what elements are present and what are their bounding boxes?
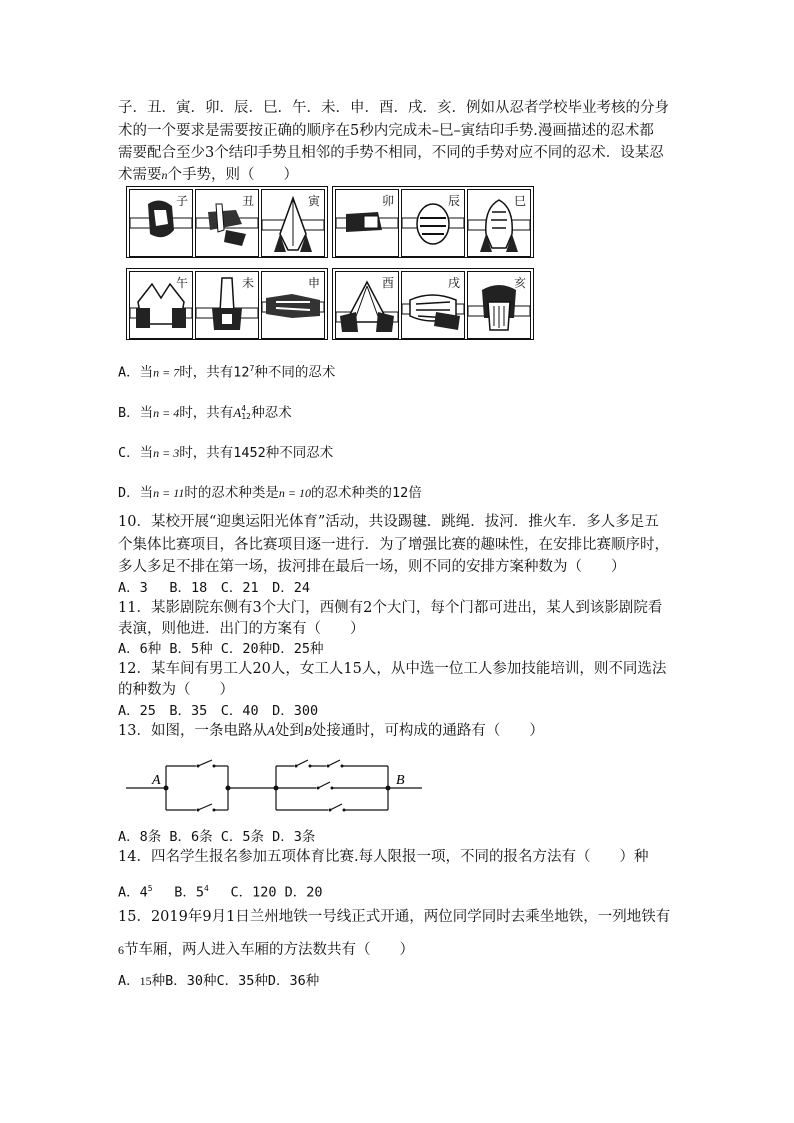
gesture-label: 丑 — [241, 194, 254, 208]
gesture-panel-row2-right — [332, 268, 534, 340]
gesture-label: 辰 — [447, 194, 460, 208]
point-a-label: A — [152, 773, 161, 788]
gesture-cell — [467, 271, 531, 339]
gesture-cell — [195, 271, 259, 339]
q12-line-1: 12．某车间有男工人20人，女工人15人，从中选一位工人参加技能培训，则不同选法 — [118, 661, 667, 677]
q14-line: 14．四名学生报名参加五项体育比赛.每人限报一项，不同的报名方法有（ ）种 — [118, 849, 649, 865]
gesture-label: 寅 — [307, 194, 320, 208]
q10-line-2: 个集体比赛项目，各比赛项目逐一进行．为了增强比赛的趣味性，在安排比赛顺序时， — [118, 537, 669, 553]
gesture-cell — [467, 189, 531, 257]
q9-line-4: 术需要n个手势，则（ ） — [118, 167, 298, 183]
gesture-label: 戌 — [447, 276, 460, 290]
var-n: n — [161, 168, 168, 182]
q12-line-2: 的种数为（ ） — [118, 682, 234, 698]
gesture-cell — [261, 189, 325, 257]
gesture-panel-row1-left — [126, 186, 328, 258]
q12-options[interactable]: A．25 B．35 C．40 D．300 — [118, 703, 319, 719]
gesture-label: 酉 — [381, 276, 394, 290]
q11-line-2: 表演，则他进．出门的方案有（ ） — [118, 621, 365, 637]
gesture-label: 午 — [175, 276, 188, 290]
gesture-cell — [129, 189, 193, 257]
q15-line-2: 6节车厢，两人进入车厢的方法数共有（ ） — [118, 942, 414, 958]
q10-line-1: 10．某校开展“迎奥运阳光体育”活动，共设踢毽．跳绳．拔河．推火车．多人多足五 — [118, 514, 659, 530]
gesture-cell — [401, 189, 465, 257]
q9-line-3: 需要配合至少3个结印手势且相邻的手势不相同，不同的手势对应不同的忍术．设某忍 — [118, 145, 664, 161]
gesture-panel-row1-right — [332, 186, 534, 258]
gesture-label: 未 — [241, 276, 254, 290]
q13-options[interactable]: A．8条 B．6条 C．5条 D．3条 — [118, 829, 316, 845]
gesture-cell — [335, 189, 399, 257]
q15-line-1: 15．2019年9月1日兰州地铁一号线正式开通，两位同学同时去乘坐地铁，一列地铁有 — [118, 909, 671, 925]
q9-option-c[interactable]: C．当n = 3时，共有1452种不同忍术 — [118, 445, 334, 461]
q14-options[interactable]: A．$4^5$ B．$5^4$ C．120 D．20 — [118, 884, 323, 901]
gesture-cell — [195, 189, 259, 257]
gesture-cell — [261, 271, 325, 339]
q9-option-d[interactable]: D．当n = 11时的忍术种类是n = 10的忍术种类的12倍 — [118, 485, 422, 501]
q9-option-b[interactable]: B．当n = 4时，共有A 4 12 种忍术 — [118, 404, 292, 421]
q10-line-3: 多人多足不排在第一场，拔河排在最后一场，则不同的安排方案种数为（ ） — [118, 559, 626, 575]
gesture-label: 卯 — [381, 194, 394, 208]
q9-line-1: 子．丑．寅．卯．辰．巳．午．未．申．酉．戌．亥．例如从忍者学校毕业考核的分身 — [118, 100, 669, 116]
q9-line-2: 术的一个要求是需要按正确的顺序在5秒内完成未–巳–寅结印手势.漫画描述的忍术都 — [118, 123, 654, 139]
gesture-panel-row2-left — [126, 268, 328, 340]
gesture-cell — [401, 271, 465, 339]
gesture-label: 巳 — [513, 194, 526, 208]
circuit-diagram — [118, 756, 428, 822]
q13-line: 13．如图，一条电路从A处到B处接通时，可构成的通路有（ ） — [118, 723, 544, 739]
gesture-label: 亥 — [513, 276, 526, 290]
q9-option-a[interactable]: A．当n = 7时，共有$12^7$种不同的忍术 — [118, 364, 336, 381]
point-b-label: B — [396, 773, 405, 788]
q11-options[interactable]: A．6种 B．5种 C．20种D．25种 — [118, 641, 324, 657]
q15-options[interactable]: A．15种B．30种C．35种D．36种 — [118, 973, 320, 989]
gesture-label: 子 — [175, 194, 188, 208]
q10-options[interactable]: A．3 B．18 C．21 D．24 — [118, 580, 311, 596]
gesture-cell — [129, 271, 193, 339]
q11-line-1: 11．某影剧院东侧有3个大门，西侧有2个大门，每个门都可进出，某人到该影剧院看 — [118, 600, 663, 616]
gesture-label: 申 — [307, 276, 320, 290]
gesture-cell — [335, 271, 399, 339]
